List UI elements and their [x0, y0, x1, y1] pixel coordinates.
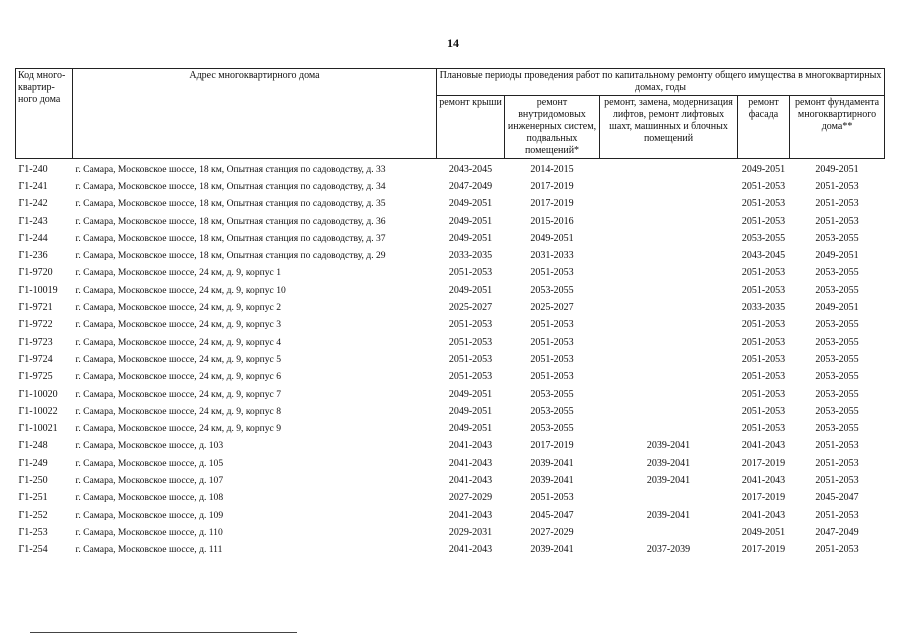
- row-roof: 2047-2049: [448, 180, 493, 192]
- row-systems: 2051-2053: [530, 371, 574, 383]
- row-address: г. Самара, Московское шоссе, 24 км, д. 9, корпус 10: [75, 284, 286, 296]
- row-systems: 2015-2016: [530, 215, 574, 227]
- row-foundation: 2053-2055: [815, 232, 859, 244]
- row-code: Г1-249: [18, 457, 48, 469]
- row-lifts: 2039-2041: [646, 440, 691, 452]
- row-lifts: 2037-2039: [646, 544, 691, 556]
- row-foundation: 2053-2055: [815, 371, 859, 383]
- row-lifts: [600, 490, 738, 507]
- row-foundation: 2051-2053: [815, 180, 859, 192]
- row-facade: 2043-2045: [741, 250, 786, 262]
- row-foundation: 2053-2055: [815, 319, 859, 331]
- row-systems: 2051-2053: [530, 492, 574, 504]
- row-lifts: [600, 524, 738, 541]
- row-roof: 2049-2051: [448, 198, 493, 210]
- table-row: [16, 420, 885, 437]
- header-periods: Плановые периоды проведения работ по капитальному ремонту общего имущества в многоквартирных домах, годы: [437, 69, 885, 96]
- row-systems: 2051-2053: [530, 319, 574, 331]
- header-lifts: ремонт, замена, модернизация лифтов, ремонт лифтовых шахт, машинных и блочных помещений: [600, 96, 738, 159]
- table-row: [16, 369, 885, 386]
- row-address: г. Самара, Московское шоссе, 24 км, д. 9, корпус 6: [75, 371, 282, 383]
- table-row: [16, 403, 885, 420]
- row-lifts: 2039-2041: [646, 457, 691, 469]
- row-code: Г1-10020: [18, 388, 58, 400]
- row-facade: 2051-2053: [741, 336, 786, 348]
- row-facade: 2041-2043: [741, 440, 786, 452]
- row-address: г. Самара, Московское шоссе, 18 км, Опытная станция по садоводству, д. 34: [75, 180, 386, 192]
- row-foundation: 2051-2053: [815, 474, 859, 486]
- row-address: г. Самара, Московское шоссе, 18 км, Опытная станция по садоводству, д. 33: [75, 163, 386, 175]
- table-row: [16, 455, 885, 472]
- row-systems: 2027-2029: [530, 526, 574, 538]
- row-address: г. Самара, Московское шоссе, 18 км, Опытная станция по садоводству, д. 36: [75, 215, 386, 227]
- row-address: г. Самара, Московское шоссе, 24 км, д. 9, корпус 1: [75, 267, 282, 279]
- row-foundation: 2053-2055: [815, 284, 859, 296]
- row-roof: 2049-2051: [448, 284, 493, 296]
- row-lifts: [600, 230, 738, 247]
- table-row: [16, 334, 885, 351]
- row-address: г. Самара, Московское шоссе, 18 км, Опытная станция по садоводству, д. 29: [75, 250, 386, 262]
- row-lifts: [600, 247, 738, 264]
- row-facade: 2051-2053: [741, 405, 786, 417]
- table-row: [16, 317, 885, 334]
- table-row: [16, 490, 885, 507]
- table-body: [16, 159, 885, 559]
- row-address: г. Самара, Московское шоссе, 24 км, д. 9, корпус 8: [75, 405, 282, 417]
- row-code: Г1-10021: [18, 423, 58, 435]
- table-row: [16, 196, 885, 213]
- row-lifts: [600, 159, 738, 179]
- row-facade: 2041-2043: [741, 474, 786, 486]
- row-code: Г1-251: [18, 492, 48, 504]
- row-code: Г1-9723: [18, 336, 53, 348]
- row-roof: 2049-2051: [448, 215, 493, 227]
- row-systems: 2039-2041: [530, 474, 574, 486]
- footnote-divider: [30, 632, 297, 633]
- row-foundation: 2053-2055: [815, 336, 859, 348]
- row-systems: 2045-2047: [530, 509, 574, 521]
- row-systems: 2051-2053: [530, 336, 574, 348]
- row-code: Г1-254: [18, 544, 48, 556]
- row-facade: 2049-2051: [741, 163, 786, 175]
- row-code: Г1-9722: [18, 319, 53, 331]
- row-systems: 2025-2027: [530, 302, 574, 314]
- row-foundation: 2049-2051: [815, 302, 859, 314]
- table-row: [16, 213, 885, 230]
- row-lifts: [600, 265, 738, 282]
- row-address: г. Самара, Московское шоссе, 24 км, д. 9, корпус 3: [75, 319, 282, 331]
- row-facade: 2051-2053: [741, 198, 786, 210]
- header-foundation: ремонт фундамента многоквартирного дома**: [790, 96, 885, 159]
- row-systems: 2051-2053: [530, 267, 574, 279]
- row-systems: 2039-2041: [530, 457, 574, 469]
- table-row: [16, 265, 885, 282]
- row-roof: 2029-2031: [448, 526, 493, 538]
- row-roof: 2041-2043: [448, 509, 493, 521]
- table-row: [16, 472, 885, 489]
- row-code: Г1-241: [18, 180, 48, 192]
- row-code: Г1-10022: [18, 405, 58, 417]
- row-lifts: [600, 420, 738, 437]
- row-code: Г1-10019: [18, 284, 58, 296]
- row-code: Г1-240: [18, 163, 48, 175]
- row-address: г. Самара, Московское шоссе, д. 111: [75, 544, 223, 556]
- row-facade: 2051-2053: [741, 319, 786, 331]
- row-address: г. Самара, Московское шоссе, 24 км, д. 9, корпус 7: [75, 388, 282, 400]
- row-facade: 2051-2053: [741, 284, 786, 296]
- row-code: Г1-250: [18, 474, 48, 486]
- row-code: Г1-252: [18, 509, 48, 521]
- row-address: г. Самара, Московское шоссе, 24 км, д. 9, корпус 2: [75, 302, 282, 314]
- row-lifts: [600, 196, 738, 213]
- row-roof: 2051-2053: [448, 319, 493, 331]
- row-systems: 2031-2033: [530, 250, 574, 262]
- header-address: Адрес многоквартирного дома: [73, 69, 437, 159]
- row-roof: 2043-2045: [448, 163, 493, 175]
- page-number: 14: [447, 36, 459, 50]
- header-row-1: [16, 69, 885, 96]
- row-systems: 2053-2055: [530, 423, 574, 435]
- row-address: г. Самара, Московское шоссе, 18 км, Опытная станция по садоводству, д. 35: [75, 198, 386, 210]
- row-facade: 2051-2053: [741, 388, 786, 400]
- row-roof: 2049-2051: [448, 423, 493, 435]
- table-row: [16, 159, 885, 179]
- row-address: г. Самара, Московское шоссе, д. 107: [75, 474, 224, 486]
- table-row: [16, 178, 885, 195]
- row-lifts: [600, 282, 738, 299]
- table-row: [16, 247, 885, 264]
- row-foundation: 2053-2055: [815, 405, 859, 417]
- row-lifts: [600, 386, 738, 403]
- row-address: г. Самара, Московское шоссе, д. 103: [75, 440, 224, 452]
- row-systems: 2053-2055: [530, 388, 574, 400]
- row-address: г. Самара, Московское шоссе, д. 105: [75, 457, 224, 469]
- row-systems: 2017-2019: [530, 440, 574, 452]
- row-foundation: 2051-2053: [815, 457, 859, 469]
- row-foundation: 2049-2051: [815, 250, 859, 262]
- table-row: [16, 230, 885, 247]
- row-code: Г1-244: [18, 232, 48, 244]
- row-code: Г1-9720: [18, 267, 53, 279]
- row-systems: 2017-2019: [530, 180, 574, 192]
- row-roof: 2049-2051: [448, 405, 493, 417]
- row-code: Г1-242: [18, 198, 48, 210]
- capital-repair-table: [15, 68, 885, 559]
- row-address: г. Самара, Московское шоссе, 24 км, д. 9, корпус 5: [75, 353, 282, 365]
- row-lifts: 2039-2041: [646, 474, 691, 486]
- row-roof: 2041-2043: [448, 474, 493, 486]
- row-systems: 2051-2053: [530, 353, 574, 365]
- row-roof: 2041-2043: [448, 457, 493, 469]
- row-lifts: 2039-2041: [646, 509, 691, 521]
- row-systems: 2053-2055: [530, 405, 574, 417]
- row-facade: 2051-2053: [741, 353, 786, 365]
- row-roof: 2049-2051: [448, 232, 493, 244]
- row-facade: 2033-2035: [741, 302, 786, 314]
- row-foundation: 2045-2047: [815, 492, 859, 504]
- row-facade: 2049-2051: [741, 526, 786, 538]
- header-systems: ремонт внутридомовых инженерных систем, подвальных помещений*: [505, 96, 600, 159]
- row-foundation: 2051-2053: [815, 509, 859, 521]
- row-facade: 2051-2053: [741, 267, 786, 279]
- row-address: г. Самара, Московское шоссе, 24 км, д. 9, корпус 4: [75, 336, 282, 348]
- table-row: [16, 507, 885, 524]
- row-code: Г1-9724: [18, 353, 53, 365]
- row-systems: 2017-2019: [530, 198, 574, 210]
- row-facade: 2051-2053: [741, 423, 786, 435]
- row-foundation: 2051-2053: [815, 198, 859, 210]
- table-row: [16, 386, 885, 403]
- row-facade: 2017-2019: [741, 457, 786, 469]
- row-foundation: 2051-2053: [815, 215, 859, 227]
- row-foundation: 2053-2055: [815, 353, 859, 365]
- row-code: Г1-248: [18, 440, 48, 452]
- row-facade: 2017-2019: [741, 544, 786, 556]
- row-foundation: 2051-2053: [815, 440, 859, 452]
- row-foundation: 2047-2049: [815, 526, 859, 538]
- row-roof: 2049-2051: [448, 388, 493, 400]
- table-row: [16, 438, 885, 455]
- row-foundation: 2049-2051: [815, 163, 859, 175]
- row-roof: 2041-2043: [448, 544, 493, 556]
- row-roof: 2051-2053: [448, 336, 493, 348]
- table-row: [16, 282, 885, 299]
- table-row: [16, 524, 885, 541]
- row-code: Г1-236: [18, 250, 48, 262]
- row-roof: 2025-2027: [448, 302, 493, 314]
- row-code: Г1-9725: [18, 371, 53, 383]
- row-lifts: [600, 369, 738, 386]
- row-code: Г1-9721: [18, 302, 53, 314]
- row-lifts: [600, 317, 738, 334]
- row-foundation: 2053-2055: [815, 388, 859, 400]
- row-facade: 2017-2019: [741, 492, 786, 504]
- row-facade: 2051-2053: [741, 215, 786, 227]
- row-roof: 2041-2043: [448, 440, 493, 452]
- row-roof: 2033-2035: [448, 250, 493, 262]
- row-roof: 2051-2053: [448, 267, 493, 279]
- row-facade: 2041-2043: [741, 509, 786, 521]
- row-address: г. Самара, Московское шоссе, д. 109: [75, 509, 224, 521]
- row-facade: 2053-2055: [741, 232, 786, 244]
- row-systems: 2049-2051: [530, 232, 574, 244]
- row-code: Г1-243: [18, 215, 48, 227]
- row-lifts: [600, 213, 738, 230]
- row-lifts: [600, 334, 738, 351]
- header-roof: ремонт крыши: [437, 96, 505, 159]
- header-facade: ремонт фасада: [738, 96, 790, 159]
- row-address: г. Самара, Московское шоссе, 24 км, д. 9, корпус 9: [75, 423, 282, 435]
- row-roof: 2051-2053: [448, 353, 493, 365]
- row-address: г. Самара, Московское шоссе, д. 108: [75, 492, 224, 504]
- row-code: Г1-253: [18, 526, 48, 538]
- row-foundation: 2053-2055: [815, 267, 859, 279]
- row-systems: 2014-2015: [530, 163, 574, 175]
- row-foundation: 2053-2055: [815, 423, 859, 435]
- row-facade: 2051-2053: [741, 371, 786, 383]
- row-systems: 2053-2055: [530, 284, 574, 296]
- header-code: Код много-квартир-ного дома: [16, 69, 73, 159]
- table-row: [16, 299, 885, 316]
- row-lifts: [600, 178, 738, 195]
- row-roof: 2051-2053: [448, 371, 493, 383]
- row-lifts: [600, 403, 738, 420]
- row-foundation: 2051-2053: [815, 544, 859, 556]
- row-address: г. Самара, Московское шоссе, 18 км, Опытная станция по садоводству, д. 37: [75, 232, 386, 244]
- row-roof: 2027-2029: [448, 492, 493, 504]
- table-row: [16, 542, 885, 559]
- table-row: [16, 351, 885, 368]
- row-facade: 2051-2053: [741, 180, 786, 192]
- row-address: г. Самара, Московское шоссе, д. 110: [75, 526, 223, 538]
- row-lifts: [600, 351, 738, 368]
- row-systems: 2039-2041: [530, 544, 574, 556]
- row-lifts: [600, 299, 738, 316]
